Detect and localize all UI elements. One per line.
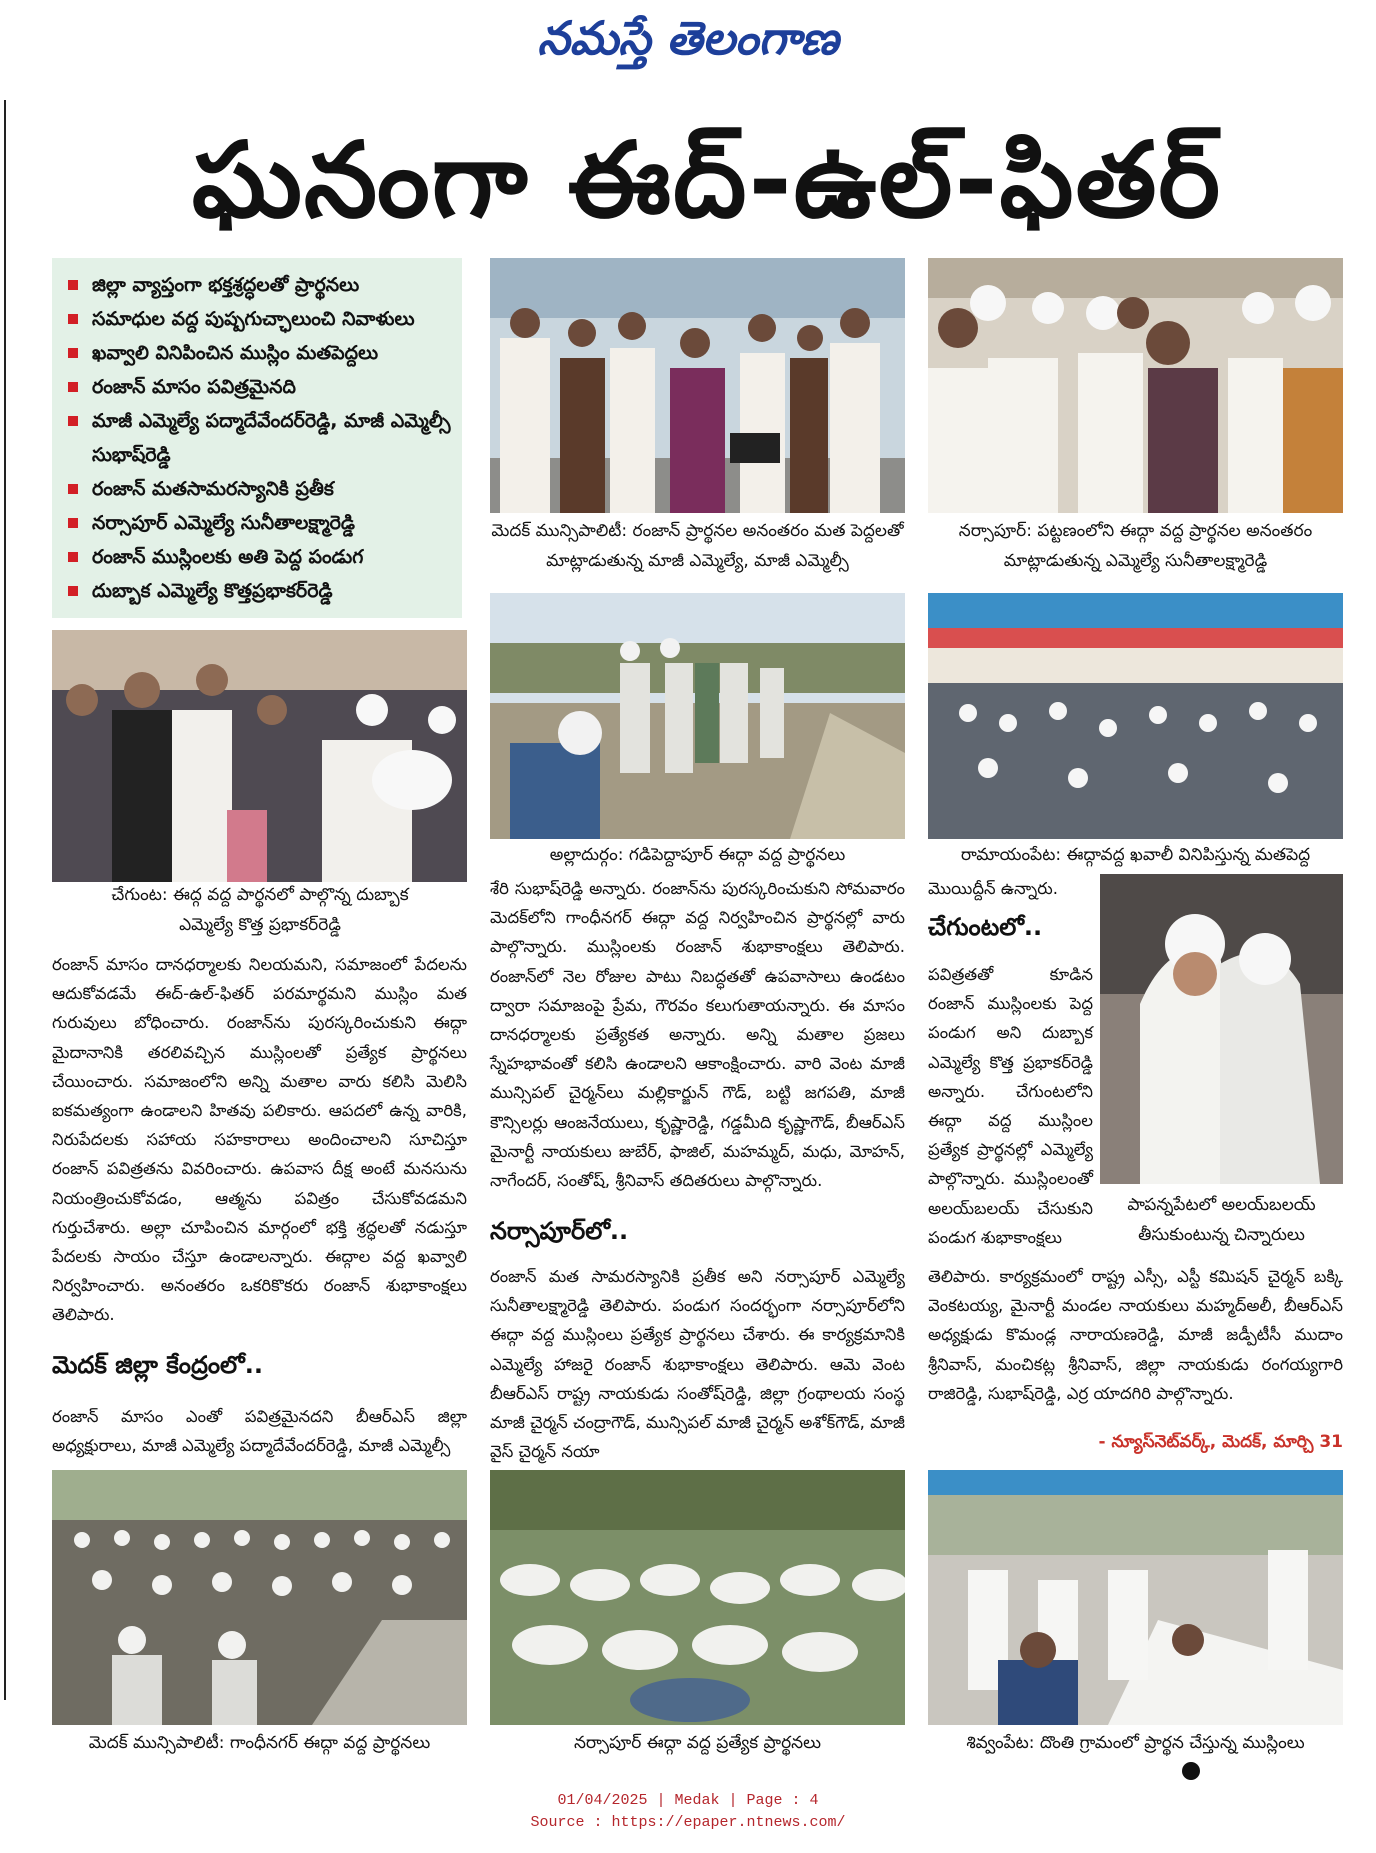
photo-ramayampet-image: [928, 593, 1343, 839]
caption-chegunta: చేగుంట: ఈద్గ వద్ద పార్థనలో పాల్గొన్న దుబ్బాక ఎమ్మెల్యే కొత్త ప్రభాకర్‌రెడ్డి: [111, 885, 409, 935]
photo-papannapet-image: [1100, 874, 1343, 1184]
caption-shivampet: శివ్వంపేట: దొంతి గ్రామంలో ప్రార్థన చేస్తున్న ముస్లింలు: [966, 1733, 1305, 1753]
bullet-square-icon: [68, 280, 78, 290]
highlight-item: [66, 302, 452, 336]
photo-narsapur-mla: [928, 258, 1343, 513]
bullet-square-icon: [68, 382, 78, 392]
highlights-list: [52, 258, 462, 608]
subhead-medak: మెదక్ జిల్లా కేంద్రంలో..: [52, 1351, 263, 1379]
article-col2-body2: రంజాన్ మత సామరస్యానికి ప్రతీక అని నర్సాపూర్ ఎమ్మెల్యే సునీతాలక్ష్మారెడ్డి తెలిపారు. పండుగ సందర్భంగా నర్సాపూర్‌లోని ఈద్గా వద్ద ముస్లింలు ప్రత్యేక ప్రార్థనలు చేశారు. ఈ కార్యక్రమానికి ఎమ్మెల్యే హాజరై రంజాన్ శుభాకాంక్షలు తెలిపారు. ఆమె వెంట బీఆర్‌ఎస్ రాష్ట్ర నాయకుడు సంతోష్‌రెడ్డి, జిల్లా గ్రంథాలయ సంస్థ మాజీ చైర్మన్ చంద్రాగౌడ్, మున్సిపల్ మాజీ చైర్మన్ అశోక్‌గౌడ్, మాజీ వైస్ చైర్మన్ నయా: [490, 1267, 905, 1462]
photo-chegunta: [52, 630, 467, 882]
article-col2-body: శేరి సుభాష్‌రెడ్డి అన్నారు. రంజాన్‌ను పురస్కరించుకుని సోమవారం మెదక్‌లోని గాంధీనగర్ ఈద్గా వద్ద నిర్వహించిన ప్రార్థనల్లో వారు పాల్గొన్నారు. ముస్లింలకు రంజాన్ శుభాకాంక్షలు తెలిపారు. రంజాన్‌లో నెల రోజుల పాటు నిబద్ధతతో ఉపవాసాలు ఉండటం ద్వారా సమాజంపై ప్రేమ, గౌరవం కలుగుతాయన్నారు. ఈ మాసం దానధర్మాలకు ప్రత్యేకత అన్నారు. అన్ని మతాల ప్రజలు స్నేహభావంతో కలిసి ఉండాలని ఆకాంక్షించారు. వారి వెంట మాజీ మున్సిపల్ చైర్మన్‌లు మల్లికార్జున్ గౌడ్, బట్టి జగపతి, మాజీ కౌన్సిలర్లు ఆంజనేయులు, కృష్ణారెడ్డి, గడ్డమీది కృష్ణాగౌడ్, బీఆర్‌ఎస్ మైనార్టీ నాయకులు జుబేర్, ఫాజిల్, మహమ్మద్, మధు, మోహన్, నాగేందర్, సంతోష్, శ్రీనివాస్ తదితరులు పాల్గొన్నారు.: [490, 879, 905, 1191]
caption-narsapur-top: నర్సాపూర్: పట్టణంలోని ఈద్గా వద్ద ప్రార్థనల అనంతరం మాట్లాడుతున్న ఎమ్మెల్యే సునీతాలక్ష్మారెడ్డి: [958, 521, 1313, 571]
highlight-text: రంజాన్ మతసామరస్యానికి ప్రతీక: [92, 478, 334, 500]
photo-chegunta-image: [52, 630, 467, 882]
article-col3-body2: తెలిపారు. కార్యక్రమంలో రాష్ట్ర ఎస్సీ, ఎస్టీ కమిషన్ చైర్మన్ బక్కి వెంకటయ్య, మైనార్టీ మండల నాయకులు మహ్మద్‌అలీ, బీఆర్‌ఎస్ అధ్యక్షుడు కొమండ్ల నారాయణరెడ్డి, మాజీ జడ్పీటీసీ ముదాం శ్రీనివాస్, మంచికట్ల శ్రీనివాస్, జిల్లా నాయకుడు రంగయ్యగారి రాజిరెడ్డి, సుభాష్‌రెడ్డి, ఎర్ర యాదగిరి పాల్గొన్నారు.: [928, 1267, 1343, 1403]
masthead-title: నమస్తే తెలంగాణ: [537, 11, 839, 65]
photo-medak-gandhinagar-image: [52, 1470, 467, 1725]
footer-source-link[interactable]: Source : https://epaper.ntnews.com/: [530, 1814, 846, 1831]
highlight-item: [66, 472, 452, 506]
headline: ఘనంగా ఈద్-ఉల్-ఫితర్: [191, 119, 1223, 241]
photo-alladurgam-image: [490, 593, 905, 839]
subhead-narsapur: నర్సాపూర్‌లో..: [490, 1217, 629, 1245]
highlight-item: [66, 370, 452, 404]
photo-alladurgam: [490, 593, 905, 839]
bullet-square-icon: [68, 348, 78, 358]
highlight-text: సమాధుల వద్ద పుష్పగుచ్ఛాలుంచి నివాళులు: [92, 308, 415, 330]
highlight-item: [66, 268, 452, 302]
caption-medak-municipality-top: మెదక్ మున్సిపాలిటీ: రంజాన్ ప్రార్థనల అనంతరం మత పెద్దలతో మాట్లాడుతున్న మాజీ ఎమ్మెల్యే, మాజీ ఎమ్మెల్సీ: [491, 521, 904, 571]
highlight-text: ఖవ్వాలి వినిపించిన ముస్లిం మతపెద్దలు: [92, 342, 379, 364]
highlight-text: రంజాన్ మాసం పవిత్రమైనది: [92, 376, 296, 398]
byline: - న్యూస్‌నెట్‌వర్క్, మెదక్, మార్చి 31: [1098, 1432, 1343, 1452]
caption-alladurgam: అల్లాదుర్గం: గడిపెద్దాపూర్ ఈద్గా వద్ద ప్రార్థనలు: [549, 845, 846, 865]
bullet-square-icon: [68, 552, 78, 562]
article-col1-body: రంజాన్ మాసం దానధర్మాలకు నిలయమని, సమాజంలో పేదలను ఆదుకోవడమే ఈద్-ఉల్-ఫితర్ పరమార్థమని ముస్లిం మత గురువులు బోధించారు. రంజాన్‌ను పురస్కరించుకుని ఈద్గా మైదానానికి తరలివచ్చిన ముస్లింలతో ప్రత్యేక ప్రార్థనలు చేయించారు. సమాజంలోని అన్ని మతాల వారు కలిసి మెలిసి ఐకమత్యంగా ఉండాలని హితవు పలికారు. ఆపదలో ఉన్న వారికి, నిరుపేదలకు సహాయ సహకారాలు అందించాలని సూచిస్తూ రంజాన్ పవిత్రతను వివరించారు. ఉపవాస దీక్ష అంటే మనసును నియంత్రించుకోవడం, ఆత్మను పవిత్రం చేసుకోవడమని గుర్తుచేశారు. అల్లా చూపించిన మార్గంలో భక్తి శ్రద్ధలతో నడుస్తూ పేదలకు సాయం చేస్తూ ఉండాలన్నారు. ఈద్గాల వద్ద ఖవ్వాలి నిర్వహించారు. అనంతరం ఒకరికొకరు రంజాన్ శుభాకాంక్షలు తెలిపారు.: [52, 955, 467, 1325]
footer-date-page: 01/04/2025 | Medak | Page : 4: [557, 1792, 819, 1809]
caption-medak-gandhinagar: మెదక్ మున్సిపాలిటీ: గాంధీనగర్ ఈద్గా వద్ద ప్రార్థనలు: [88, 1733, 431, 1753]
caption-ramayampet: రామాయంపేట: ఈద్గావద్ద ఖవాలీ వినిపిస్తున్న మతపెద్ద: [960, 845, 1311, 865]
photo-medak-leaders: [490, 258, 905, 513]
left-rule: [4, 100, 6, 1700]
highlight-item: [66, 404, 452, 472]
photo-shivampet: [928, 1470, 1343, 1725]
highlight-text: నర్సాపూర్ ఎమ్మెల్యే సునీతాలక్ష్మారెడ్డి: [92, 512, 355, 534]
highlight-item: [66, 540, 452, 574]
highlight-text: మాజీ ఎమ్మెల్యే పద్మాదేవేందర్‌రెడ్డి, మాజీ ఎమ్మెల్సీ సుభాష్‌రెడ్డి: [92, 410, 451, 466]
article-col3-top: మొయిద్దీన్ ఉన్నారు.: [928, 879, 1058, 898]
photo-medak-leaders-image: [490, 258, 905, 513]
highlights-box: [52, 258, 462, 618]
subhead-chegunta: చేగుంటలో..: [928, 913, 1043, 941]
article-col3-body: పవిత్రతతో కూడిన రంజాన్ ముస్లింలకు పెద్ద పండుగ అని దుబ్బాక ఎమ్మెల్యే కొత్త ప్రభాకర్‌రెడ్డి అన్నారు. చేగుంటలోని ఈద్గా వద్ద ముస్లింల ప్రత్యేక ప్రార్థనల్లో ఎమ్మెల్యే పాల్గొన్నారు. ముస్లింలంతో అలయ్‌బలయ్ చేసుకుని పండుగ శుభాకాంక్షలు: [928, 965, 1093, 1247]
highlight-item: [66, 506, 452, 540]
photo-narsapur-mla-image: [928, 258, 1343, 513]
photo-narsapur-prayers-image: [490, 1470, 905, 1725]
bullet-square-icon: [68, 484, 78, 494]
bullet-square-icon: [68, 416, 78, 426]
photo-ramayampet: [928, 593, 1343, 839]
highlight-text: రంజాన్ ముస్లింలకు అతి పెద్ద పండుగ: [92, 546, 364, 568]
caption-narsapur-bottom: నర్సాపూర్ ఈద్గా వద్ద ప్రత్యేక ప్రార్థనలు: [573, 1733, 822, 1753]
page-dot: [1182, 1762, 1200, 1780]
bullet-square-icon: [68, 314, 78, 324]
photo-medak-gandhinagar: [52, 1470, 467, 1725]
highlight-text: దుబ్బాక ఎమ్మెల్యే కొత్తప్రభాకర్‌రెడ్డి: [92, 580, 333, 602]
highlight-item: [66, 336, 452, 370]
highlight-item: [66, 574, 452, 608]
caption-papannapet: పాపన్నపేటలో అలయ్‌బలయ్ తీసుకుంటున్న చిన్నారులు: [1127, 1195, 1316, 1245]
photo-shivampet-image: [928, 1470, 1343, 1725]
photo-papannapet: [1100, 874, 1343, 1184]
highlight-text: జిల్లా వ్యాప్తంగా భక్తశ్రద్ధలతో ప్రార్థనలు: [92, 274, 360, 296]
bullet-square-icon: [68, 518, 78, 528]
bullet-square-icon: [68, 586, 78, 596]
photo-narsapur-prayers: [490, 1470, 905, 1725]
article-col1-body2: రంజాన్ మాసం ఎంతో పవిత్రమైనదని బీఆర్‌ఎస్ జిల్లా అధ్యక్షురాలు, మాజీ ఎమ్మెల్యే పద్మాదేవేందర్‌రెడ్డి, మాజీ ఎమ్మెల్సీ: [52, 1407, 467, 1456]
footer: [0, 1790, 1376, 1834]
